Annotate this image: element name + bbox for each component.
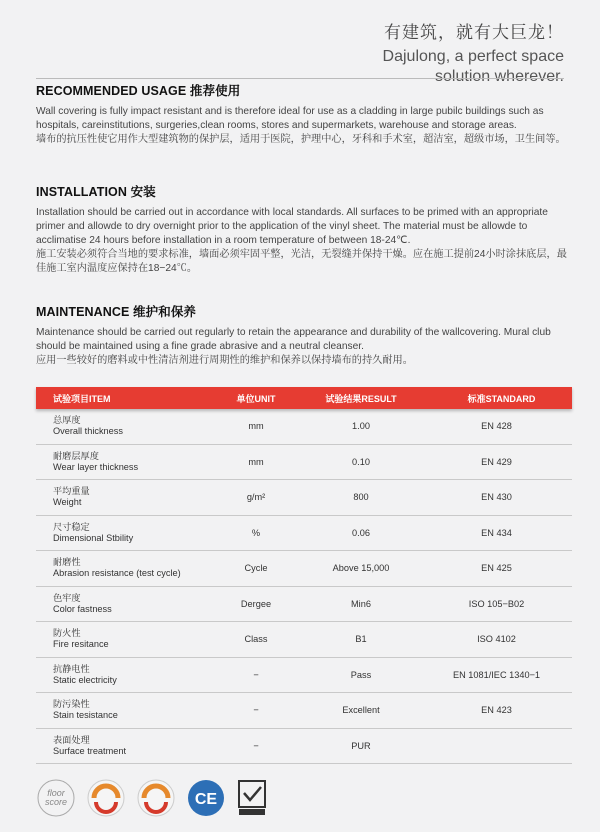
floorscore-text-2: score <box>44 797 68 807</box>
table-row <box>36 693 572 729</box>
header-result: 试验结果RESULT <box>325 393 397 404</box>
floorscore-logo <box>36 778 76 818</box>
item-cn: 耐磨层厚度 <box>53 450 99 461</box>
standard-cell: ISO 105−B02 <box>468 598 525 609</box>
item-cell <box>36 628 211 650</box>
unit-cell: g/m² <box>246 492 266 503</box>
item-en: Stain tesistance <box>53 710 118 721</box>
standard-cell: ISO 4102 <box>477 634 516 645</box>
item-cn: 表面处理 <box>53 734 90 745</box>
table-row <box>36 516 572 552</box>
table-row <box>36 409 572 445</box>
cqc-check-icon <box>236 778 268 818</box>
standard-cell: EN 428 <box>481 421 512 432</box>
sgs-badge-icon <box>86 778 126 818</box>
usage-body-en: Wall covering is fully impact resistant and is therefore ideal for use as a cladding in large pubilc buildings such as hospitals, careinstitutions, surgeries,clean rooms, stores and supermarkets, warehouse and storage areas. <box>36 106 544 131</box>
result-cell: B1 <box>355 634 367 645</box>
table-row <box>36 622 572 658</box>
spec-table-body <box>36 409 572 764</box>
item-cell <box>36 735 211 757</box>
item-cell <box>36 557 211 579</box>
usage-body-cn: 墙布的抗压性使它用作大型建筑物的保护层，适用于医院，护理中心，牙科和手术室，超洁室，超级市场，卫生间等。 <box>36 134 566 145</box>
usage-section <box>36 81 570 147</box>
item-en: Dimensional Stbility <box>53 532 134 543</box>
item-cell <box>36 593 211 615</box>
result-cell: 1.00 <box>352 421 370 432</box>
unit-cell: − <box>253 740 259 751</box>
installation-body-en: Installation should be carried out in accordance with local standards. All surfaces to be primed with an appropriate primer and allowde to dry overnight prior to the application of the vinyl sheet. The material must be allowde to acclimatise 24 hours before installation in a room temperature of between 18-24℃. <box>36 207 548 246</box>
standard-cell: EN 434 <box>481 527 512 538</box>
standard-cell: EN 425 <box>481 563 512 574</box>
item-cn: 尺寸稳定 <box>53 521 90 532</box>
maintenance-section <box>36 302 570 368</box>
item-cell <box>36 699 211 721</box>
result-cell: Min6 <box>351 598 371 609</box>
item-cell <box>36 451 211 473</box>
table-row <box>36 480 572 516</box>
ce-mark <box>186 778 226 818</box>
item-en: Overall thickness <box>53 426 123 437</box>
item-cn: 色牢度 <box>53 592 81 603</box>
result-cell: Pass <box>350 669 372 680</box>
tagline-en-line1: Dajulong, a perfect space <box>382 48 564 65</box>
item-en: Wear layer thickness <box>53 461 139 472</box>
floorscore-text-1: floor <box>47 788 65 798</box>
unit-cell: − <box>253 705 259 716</box>
usage-title: RECOMMENDED USAGE 推荐使用 <box>36 84 241 98</box>
unit-cell: Cycle <box>244 563 268 574</box>
item-cell <box>36 664 211 686</box>
ce-text: CE <box>194 791 218 808</box>
unit-cell: − <box>253 669 259 680</box>
tagline-cn: 有建筑，就有大巨龙！ <box>384 23 564 42</box>
item-en: Fire resitance <box>53 639 109 650</box>
unit-cell: mm <box>248 456 264 467</box>
certification-logos <box>36 774 268 822</box>
item-cell <box>36 522 211 544</box>
unit-cell: Class <box>244 634 268 645</box>
result-cell: Excellent <box>342 705 380 716</box>
tagline-en-line2: solution wherever. <box>435 68 564 85</box>
maintenance-body-cn: 应用一些较好的磨料或中性清洁剂进行周期性的维护和保养以保持墙布的持久耐用。 <box>36 355 413 366</box>
unit-cell: mm <box>248 421 264 432</box>
item-en: Surface treatment <box>53 745 127 756</box>
table-row <box>36 658 572 694</box>
table-row <box>36 551 572 587</box>
ce-mark-icon <box>186 778 226 818</box>
result-cell: 0.06 <box>352 527 370 538</box>
unit-cell: % <box>251 527 261 538</box>
maintenance-title: MAINTENANCE 维护和保养 <box>36 305 197 319</box>
standard-cell: EN 423 <box>481 705 512 716</box>
header-tagline <box>383 18 564 87</box>
header-divider <box>36 78 564 79</box>
standard-cell: EN 1081/IEC 1340−1 <box>452 669 541 680</box>
item-cn: 抗静电性 <box>53 663 90 674</box>
standard-cell: EN 429 <box>481 456 512 467</box>
spec-table-header <box>36 387 572 409</box>
sgs-badge-icon-2 <box>136 778 176 818</box>
installation-section <box>36 182 570 276</box>
item-cn: 总厚度 <box>53 415 81 426</box>
item-cn: 防火性 <box>53 628 81 639</box>
unit-cell: Dergee <box>240 598 272 609</box>
installation-title: INSTALLATION 安装 <box>36 185 156 199</box>
item-en: Abrasion resistance (test cycle) <box>53 568 181 579</box>
header-standard: 标准STANDARD <box>467 393 536 404</box>
table-row <box>36 587 572 623</box>
item-en: Static electricity <box>53 674 117 685</box>
item-cell <box>36 486 211 508</box>
table-row <box>36 445 572 481</box>
item-en: Color fastness <box>53 603 112 614</box>
item-cn: 平均重量 <box>53 486 90 497</box>
sgs-logo-1 <box>86 778 126 818</box>
floorscore-icon <box>36 778 76 818</box>
sgs-logo-2 <box>136 778 176 818</box>
cqc-logo <box>236 778 268 818</box>
maintenance-body-en: Maintenance should be carried out regularly to retain the appearance and durability of the wallcovering. Mural club should be maintained using a fine grade abrasive and a neutral cleanser. <box>36 327 551 352</box>
installation-body-cn: 施工安装必须符合当地的要求标准，墙面必须牢固平整，光洁，无裂缝并保持干燥。应在施工提前24小时涂抹底层，最佳施工室内温度应保持在18−24℃。 <box>36 249 567 274</box>
result-cell: Above 15,000 <box>332 563 390 574</box>
item-en: Weight <box>53 497 82 508</box>
result-cell: 0.10 <box>352 456 370 467</box>
standard-cell: EN 430 <box>481 492 512 503</box>
item-cn: 防污染性 <box>53 699 90 710</box>
item-cell <box>36 415 211 437</box>
result-cell: PUR <box>351 740 371 751</box>
result-cell: 800 <box>353 492 369 503</box>
spec-table <box>36 387 572 764</box>
header-item: 试验项目ITEM <box>53 393 111 404</box>
table-row <box>36 729 572 765</box>
item-cn: 耐磨性 <box>53 557 81 568</box>
header-unit: 单位UNIT <box>236 393 276 404</box>
